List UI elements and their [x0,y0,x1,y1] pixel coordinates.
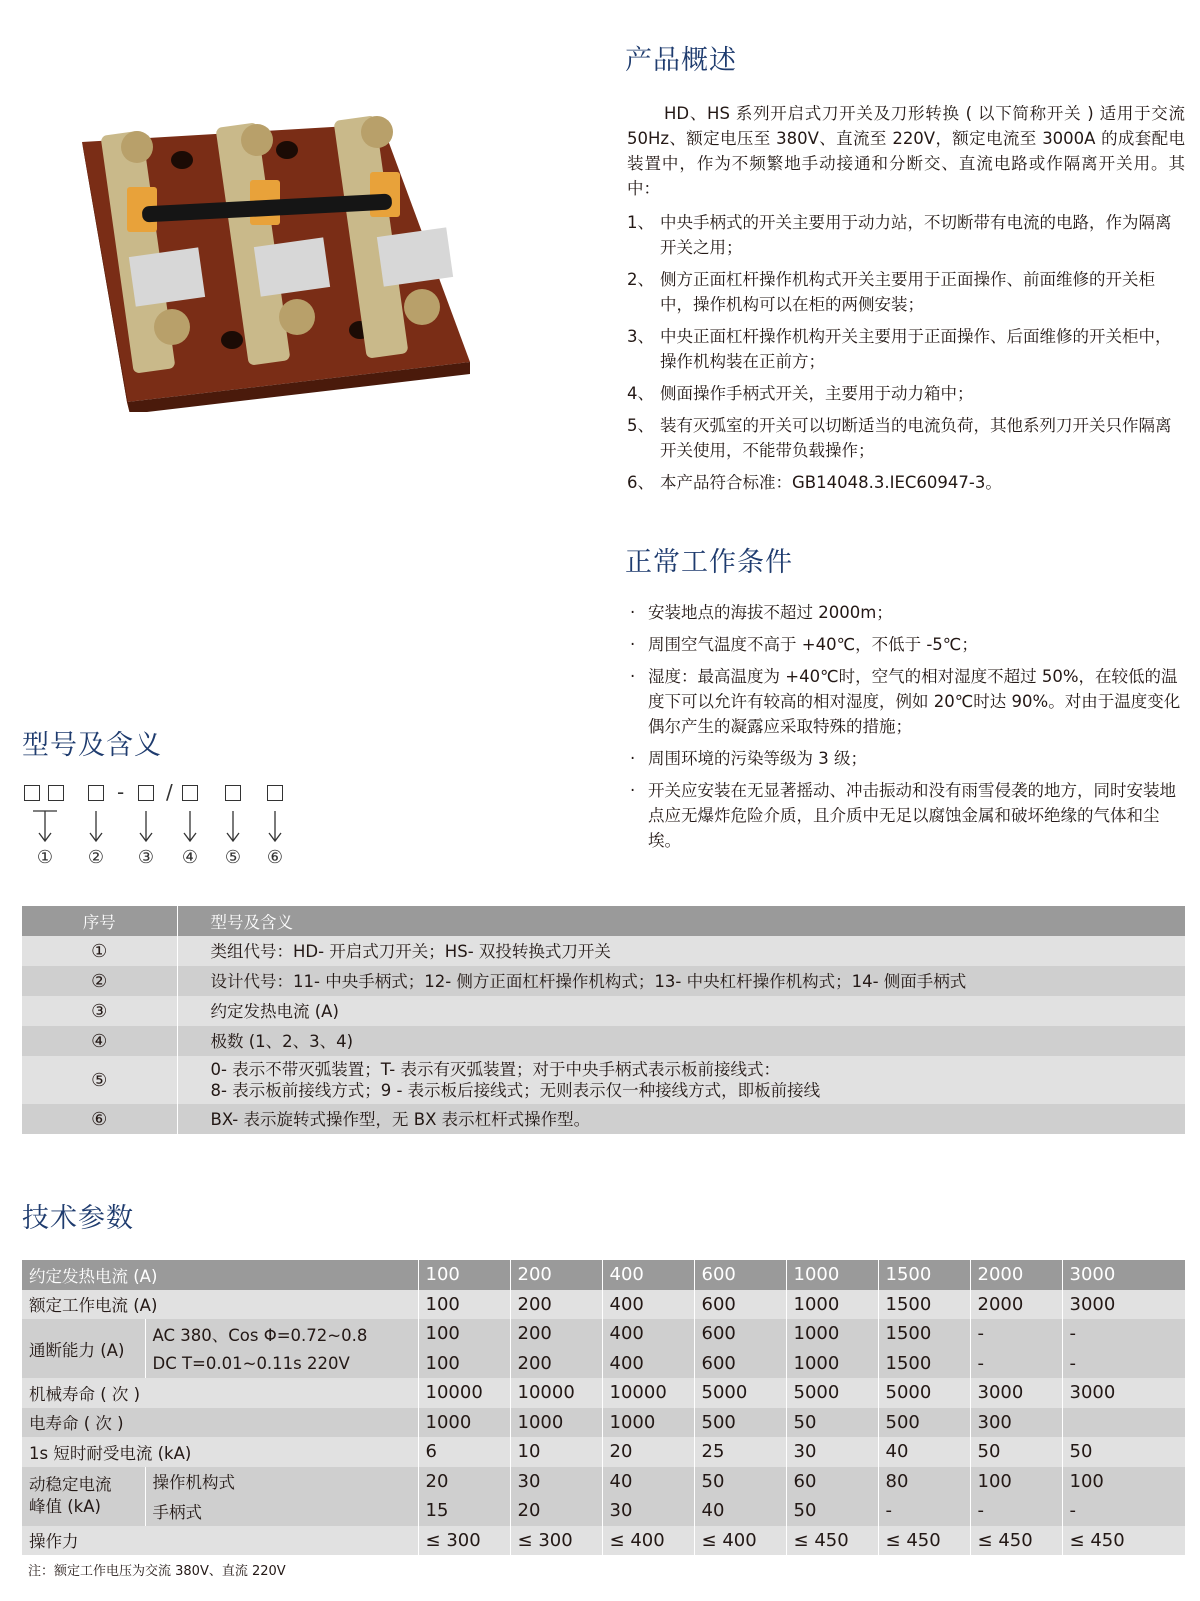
table-cell: 10000 [510,1378,602,1408]
column-header: 100 [418,1260,510,1290]
list-item-number: 6、 [627,473,654,492]
description-line: BX- 表示旋转式操作型，无 BX 表示杠杆式操作型。 [210,1109,591,1129]
table-cell: 20 [510,1496,602,1526]
table-cell: ≤ 450 [970,1526,1062,1556]
table-row [22,1026,1185,1056]
row-label: 1s 短时耐受电流 (kA) [22,1437,418,1467]
table-cell-description [177,1026,1185,1056]
table-cell-description [177,1104,1185,1134]
bullet-icon: · [630,781,636,800]
table-cell: 100 [1062,1467,1185,1497]
table-row [22,1378,1185,1408]
overview-list-item [627,381,1187,406]
list-item-text: 周围空气温度不高于 +40℃，不低于 -5℃； [648,635,978,654]
row-label-line: 峰值 (kA) [29,1497,101,1516]
arrow-down-icon [221,809,245,845]
table-cell: 200 [510,1290,602,1320]
arrow-down-icon [178,809,202,845]
table-row [22,1526,1185,1556]
overview-list-item [627,210,1187,260]
code-box [24,785,40,801]
table-cell: 40 [694,1496,786,1526]
description-line: 极数 (1、2、3、4) [210,1031,354,1051]
list-item-number: 5、 [627,416,654,435]
table-cell: 40 [878,1437,970,1467]
table-cell: 30 [786,1437,878,1467]
row-label-line: 动稳定电流 [29,1475,112,1494]
table-cell: 50 [1062,1437,1185,1467]
table-cell: 1000 [418,1408,510,1438]
tech-title: 技术参数 [22,1203,134,1234]
table-row [22,1437,1185,1467]
model-table-header [22,906,1185,936]
code-number: ⑥ [266,847,284,868]
overview-list-item [627,413,1187,463]
table-row [22,1467,1185,1497]
list-item-number: 3、 [627,327,654,346]
row-label: 操作力 [22,1526,418,1556]
table-cell-description [177,966,1185,996]
table-cell-index: ③ [22,996,177,1026]
conditions-list-item [630,600,1185,625]
bullet-icon: · [630,749,636,768]
code-box [267,785,283,801]
list-item-text: 周围环境的污染等级为 3 级； [648,749,867,768]
table-cell-description [177,936,1185,966]
code-number: ① [36,847,54,868]
code-box [48,785,64,801]
list-item-text: 侧面操作手柄式开关，主要用于动力箱中； [660,384,974,403]
list-item-text: 装有灭弧室的开关可以切断适当的电流负荷，其他系列刀开关只作隔离开关使用，不能带负载操作； [660,416,1172,460]
table-cell: 40 [602,1467,694,1497]
column-header: 约定发热电流 (A) [22,1260,418,1290]
column-header: 型号及含义 [177,906,1185,936]
table-cell: ≤ 450 [786,1526,878,1556]
table-cell-index: ④ [22,1026,177,1056]
table-row [22,996,1185,1026]
tech-table [22,1260,1186,1555]
overview-title: 产品概述 [625,45,737,76]
column-header: 3000 [1062,1260,1185,1290]
table-row [22,1104,1185,1134]
table-cell: 1500 [878,1319,970,1349]
arrow-down-icon [33,809,57,845]
code-box [88,785,104,801]
overview-list-item [627,267,1187,317]
conditions-list-item [630,778,1185,853]
table-row [22,1056,1185,1104]
table-cell: 400 [602,1319,694,1349]
column-header: 序号 [22,906,177,936]
table-cell: 5000 [786,1378,878,1408]
list-item-text: 安装地点的海拔不超过 2000m； [648,603,893,622]
table-cell: 400 [602,1290,694,1320]
list-item-text: 开关应安装在无显著摇动、冲击振动和没有雨雪侵袭的地方，同时安装地点应无爆炸危险介质，且介质中无足以腐蚀金属和破坏绝缘的气体和尘埃。 [648,781,1176,850]
table-cell: 10000 [418,1378,510,1408]
row-label [22,1467,145,1526]
table-cell: 5000 [878,1378,970,1408]
table-row [22,1349,1185,1379]
table-cell: - [970,1319,1062,1349]
code-number: ③ [137,847,155,868]
table-cell: 1000 [510,1408,602,1438]
table-cell: 1000 [786,1349,878,1379]
table-cell-index: ⑤ [22,1056,177,1104]
table-cell: 80 [878,1467,970,1497]
list-item-text: 中央正面杠杆操作机构开关主要用于正面操作、后面维修的开关柜中，操作机构装在正前方； [660,327,1172,371]
list-item-number: 4、 [627,384,654,403]
arrow-down-icon [263,809,287,845]
table-cell: 600 [694,1319,786,1349]
table-cell: 400 [602,1349,694,1379]
list-item-text: 湿度：最高温度为 +40℃时，空气的相对湿度不超过 50%，在较低的温度下可以允许有较高的相对湿度，例如 20℃时达 90%。对由于温度变化偶尔产生的凝露应采取特殊的措施； [648,667,1181,736]
model-code-diagram [22,780,322,875]
table-cell: 3000 [970,1378,1062,1408]
table-cell: 600 [694,1349,786,1379]
table-cell: 1500 [878,1349,970,1379]
description-line: 0- 表示不带灭弧装置；T- 表示有灭弧装置；对于中央手柄式表示板前接线式： [210,1060,780,1079]
code-box [225,785,241,801]
code-number: ② [87,847,105,868]
bullet-icon: · [630,603,636,622]
table-cell: 25 [694,1437,786,1467]
table-cell: - [878,1496,970,1526]
row-sublabel: 操作机构式 [145,1467,418,1497]
description-line: 设计代号：11- 中央手柄式；12- 侧方正面杠杆操作机构式；13- 中央杠杆操作机构式；14- 侧面手柄式 [210,971,967,991]
code-separator: / [166,780,173,804]
table-cell: - [1062,1319,1185,1349]
arrow-down-icon [84,809,108,845]
table-cell: 1000 [602,1408,694,1438]
table-row [22,1408,1185,1438]
table-cell: 200 [510,1319,602,1349]
description-line: 类组代号：HD- 开启式刀开关；HS- 双投转换式刀开关 [210,941,611,961]
column-header: 200 [510,1260,602,1290]
table-cell: 50 [970,1437,1062,1467]
table-cell-index: ① [22,936,177,966]
table-cell: 600 [694,1290,786,1320]
conditions-list-item [630,746,1185,771]
table-cell [1062,1408,1185,1438]
column-header: 1500 [878,1260,970,1290]
table-cell: 20 [418,1467,510,1497]
list-item-text: 本产品符合标准：GB14048.3.IEC60947-3。 [660,473,1002,492]
table-cell: 30 [510,1467,602,1497]
row-label: 机械寿命 ( 次 ) [22,1378,418,1408]
list-item-text: 中央手柄式的开关主要用于动力站，不切断带有电流的电路，作为隔离开关之用； [660,213,1172,257]
list-item-number: 2、 [627,270,654,289]
table-cell: - [970,1496,1062,1526]
table-row [22,936,1185,966]
list-item-number: 1、 [627,213,654,232]
footnote: 注：额定工作电压为交流 380V、直流 220V [28,1564,286,1579]
table-cell: ≤ 400 [602,1526,694,1556]
row-sublabel: AC 380、Cos Φ=0.72~0.8 [145,1319,418,1349]
table-cell: 1000 [786,1290,878,1320]
column-header: 400 [602,1260,694,1290]
table-cell: 300 [970,1408,1062,1438]
conditions-list-item [630,632,1185,657]
table-cell: ≤ 450 [1062,1526,1185,1556]
table-cell-description [177,1056,1185,1104]
table-cell: 15 [418,1496,510,1526]
table-row [22,1496,1185,1526]
overview-intro: HD、HS 系列开启式刀开关及刀形转换 ( 以下简称开关 ) 适用于交流 50Hz、额定电压至 380V、直流至 220V，额定电流至 3000A 的成套配电装置中，作为不频繁地手动接通和分断交、直流电路或作隔离开关用。其中： [627,104,1185,198]
table-cell-index: ⑥ [22,1104,177,1134]
row-label: 额定工作电流 (A) [22,1290,418,1320]
overview-list-item [627,324,1187,374]
table-cell: - [1062,1349,1185,1379]
table-cell: 30 [602,1496,694,1526]
table-cell: - [970,1349,1062,1379]
table-cell: 100 [970,1467,1062,1497]
code-number: ④ [181,847,199,868]
conditions-title: 正常工作条件 [625,547,793,578]
column-header: 2000 [970,1260,1062,1290]
table-cell: 5000 [694,1378,786,1408]
table-cell: 10 [510,1437,602,1467]
table-row [22,966,1185,996]
column-header: 1000 [786,1260,878,1290]
table-cell: ≤ 300 [510,1526,602,1556]
description-line: 8- 表示板前接线方式；9 - 表示板后接线式；无则表示仅一种接线方式，即板前接线 [210,1081,821,1100]
model-table [22,906,1185,1134]
conditions-list-item [630,664,1185,739]
table-cell: 500 [694,1408,786,1438]
table-cell: - [1062,1496,1185,1526]
table-cell: 500 [878,1408,970,1438]
table-cell: 200 [510,1349,602,1379]
table-cell: 100 [418,1319,510,1349]
code-box [138,785,154,801]
table-cell: 50 [786,1408,878,1438]
row-sublabel: DC T=0.01~0.11s 220V [145,1349,418,1379]
code-separator: - [117,780,125,804]
code-number: ⑤ [224,847,242,868]
table-cell: ≤ 400 [694,1526,786,1556]
product-photo [82,112,482,412]
table-cell: 60 [786,1467,878,1497]
row-label: 电寿命 ( 次 ) [22,1408,418,1438]
table-cell: 100 [418,1290,510,1320]
table-cell: 10000 [602,1378,694,1408]
tech-table-header [22,1260,1185,1290]
conditions-list [630,600,1185,860]
arrow-down-icon [134,809,158,845]
table-cell: 20 [602,1437,694,1467]
bullet-icon: · [630,667,636,686]
table-cell: 2000 [970,1290,1062,1320]
column-header: 600 [694,1260,786,1290]
table-cell: 1500 [878,1290,970,1320]
code-box [182,785,198,801]
table-cell: 3000 [1062,1290,1185,1320]
table-cell-index: ② [22,966,177,996]
table-row [22,1290,1185,1320]
table-cell: 50 [786,1496,878,1526]
table-cell: 6 [418,1437,510,1467]
table-cell: ≤ 450 [878,1526,970,1556]
bullet-icon: · [630,635,636,654]
row-sublabel: 手柄式 [145,1496,418,1526]
table-cell: ≤ 300 [418,1526,510,1556]
table-row [22,1319,1185,1349]
table-cell: 100 [418,1349,510,1379]
table-cell: 3000 [1062,1378,1185,1408]
table-cell: 50 [694,1467,786,1497]
description-line: 约定发热电流 (A) [210,1001,339,1021]
table-cell: 1000 [786,1319,878,1349]
overview-list-item [627,470,1187,495]
model-title: 型号及含义 [22,730,162,761]
row-label: 通断能力 (A) [22,1319,145,1378]
table-cell-description [177,996,1185,1026]
overview-list [627,210,1187,502]
list-item-text: 侧方正面杠杆操作机构式开关主要用于正面操作、前面维修的开关柜中，操作机构可以在柜的两侧安装； [660,270,1155,314]
